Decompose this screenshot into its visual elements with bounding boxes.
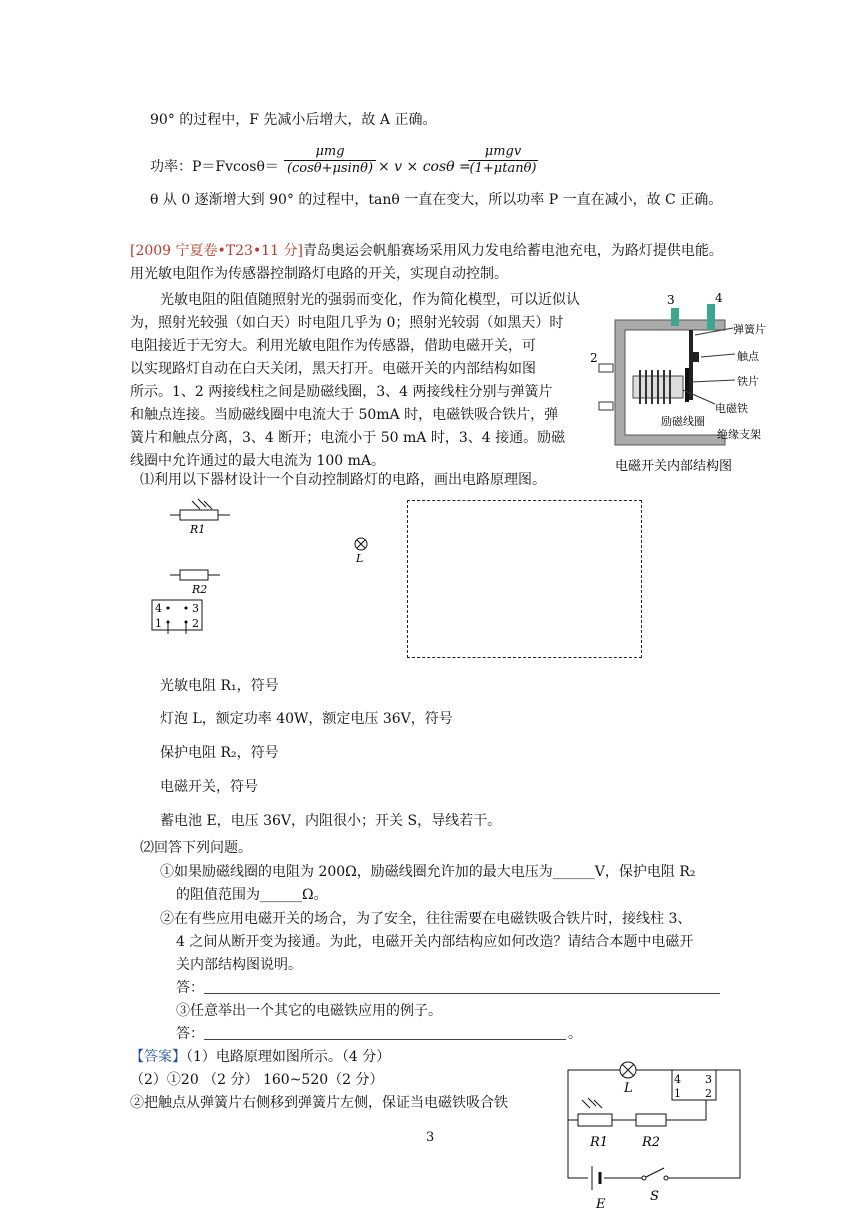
- contact-point: [693, 352, 699, 362]
- iron-plate: [685, 368, 689, 402]
- circuit-r2: [636, 1114, 666, 1126]
- svg-text:1: 1: [674, 1087, 681, 1100]
- terminal-4: [707, 304, 715, 330]
- terminal-1: [599, 402, 613, 410]
- question-2-2-line3: 关内部结构图说明。: [176, 957, 302, 973]
- svg-text:4: 4: [155, 602, 162, 615]
- answer-label-2-3: 答：: [176, 1026, 204, 1042]
- problem-para-line8: 线圈中允许通过的最大电流为 100 mA。: [130, 453, 386, 469]
- label-spring-plate: 弹簧片: [733, 323, 766, 336]
- symbol-r1: [170, 495, 230, 535]
- label-frame: 绝缘支架: [717, 428, 761, 441]
- problem-para-line3: 电阻接近于无穷大。利用光敏电阻作为传感器，借助电磁开关，可: [130, 338, 536, 354]
- answer-label: 【答案】: [130, 1049, 186, 1065]
- answer-circuit-diagram: [560, 1050, 750, 1212]
- problem-intro-line1: [2009 宁夏卷•T23•11 分]青岛奥运会帆船赛场采用风力发电给蓄电池充电，为路灯提供电能。: [130, 243, 723, 259]
- drawing-area[interactable]: [407, 500, 642, 658]
- question-1: ⑴利用以下器材设计一个自动控制路灯的电路，画出电路原理图。: [140, 472, 546, 488]
- leader-iron: [691, 380, 735, 382]
- power-fraction-2: [468, 144, 538, 177]
- prev-line1: 90° 的过程中，F 先减小后增大，故 A 正确。: [150, 112, 437, 128]
- question-2-1-line1: ①如果励磁线圈的电阻为 200Ω，励磁线圈允许加的最大电压为______V，保护电阻 R₂: [160, 864, 696, 880]
- svg-text:2: 2: [192, 617, 199, 630]
- fraction-2-denominator: (1+μtanθ): [469, 161, 537, 176]
- terminal-3-label: 3: [667, 293, 675, 307]
- circuit-lamp-label: L: [624, 1081, 633, 1096]
- label-iron-plate: 铁片: [737, 375, 759, 388]
- problem-intro-line2: 用光敏电阻作为传感器控制路灯电路的开关，实现自动控制。: [130, 266, 508, 282]
- material-em-switch: 电磁开关，符号: [160, 779, 258, 795]
- problem-para-line5: 所示。1、2 两接线柱之间是励磁线圈，3、4 两接线柱分别与弹簧片: [130, 384, 553, 400]
- symbol-r2: [170, 565, 230, 595]
- r2-label: R2: [192, 583, 208, 595]
- circuit-r1-label: R1: [590, 1135, 609, 1150]
- question-2: ⑵回答下列问题。: [140, 840, 252, 856]
- answer-end-period: 。: [568, 1026, 582, 1042]
- question-2-1-line2: 的阻值范围为______Ω。: [176, 887, 328, 903]
- fraction-1-numerator: μmg: [315, 144, 345, 159]
- circuit-switch-label: S: [650, 1189, 659, 1204]
- answer-line2: （2）①20 （2 分） 160~520（2 分）: [130, 1072, 384, 1088]
- circuit-battery-label: E: [596, 1197, 606, 1212]
- answer-line-2-3[interactable]: [204, 1039, 566, 1040]
- answer-label-2-2: 答：: [176, 980, 204, 996]
- circuit-r1: [578, 1114, 612, 1126]
- svg-text:1: 1: [155, 617, 162, 630]
- terminal-2: [599, 364, 613, 372]
- material-battery: 蓄电池 E，电压 36V，内阻很小；开关 S，导线若干。: [160, 813, 502, 829]
- symbol-em-switch: [150, 596, 206, 636]
- page-number: 3: [426, 1130, 435, 1145]
- material-r1: 光敏电阻 R₁，符号: [160, 678, 279, 694]
- svg-text:3: 3: [705, 1073, 712, 1086]
- svg-text:2: 2: [705, 1087, 712, 1100]
- answer-line3: ②把触点从弹簧片右侧移到弹簧片左侧，保证当电磁铁吸合铁: [130, 1095, 508, 1111]
- lamp-label: L: [356, 552, 364, 565]
- label-electromagnet: 电磁铁: [715, 402, 748, 415]
- answer-line-2-2[interactable]: [204, 993, 720, 994]
- question-2-2-line1: ②在有些应用电磁开关的场合，为了安全，往往需要在电磁铁吸合铁片时，接线柱 3、: [160, 911, 692, 927]
- fraction-2-numerator: μmgv: [484, 144, 522, 159]
- power-formula-lhs: 功率：P＝Fvcosθ＝: [150, 159, 279, 175]
- problem-para-line1: 光敏电阻的阻值随照射光的强弱而变化，作为简化模型，可以近似认: [160, 292, 580, 308]
- question-2-3: ③任意举出一个其它的电磁铁应用的例子。: [176, 1003, 442, 1019]
- svg-text:3: 3: [192, 602, 199, 615]
- question-2-2-line2: 4 之间从断开变为接通。为此，电磁开关内部结构应如何改造？请结合本题中电磁开: [176, 934, 694, 950]
- label-coil: 励磁线圈: [661, 415, 705, 428]
- fraction-1-denominator: (cosθ+μsinθ): [284, 160, 376, 177]
- terminal-4-label: 4: [715, 291, 723, 305]
- circuit-r2-label: R2: [642, 1135, 661, 1150]
- svg-text:4: 4: [674, 1073, 681, 1086]
- answer-line1: 【答案】（1）电路原理如图所示。（4 分）: [130, 1049, 391, 1065]
- problem-para-line6: 和触点连接。当励磁线圈中电流大于 50mA 时，电磁铁吸合铁片，弹: [130, 407, 559, 423]
- switch-structure-figure: [585, 290, 795, 490]
- material-lamp: 灯泡 L，额定功率 40W，额定电压 36V，符号: [160, 711, 453, 727]
- problem-para-line7: 簧片和触点分离，3、4 断开；电流小于 50 mA 时，3、4 接通。励磁: [130, 430, 566, 446]
- problem-para-line4: 以实现路灯自动在白天关闭，黑天打开。电磁开关的内部结构如图: [130, 361, 536, 377]
- label-contact: 触点: [737, 350, 759, 363]
- r1-label: R1: [190, 523, 206, 535]
- problem-para-line2: 为，照射光较强（如白天）时电阻几乎为 0；照射光较弱（如黑天）时: [130, 315, 564, 331]
- prev-line3: θ 从 0 逐渐增大到 90° 的过程中，tanθ 一直在变大，所以功率 P 一直在减小，故 C 正确。: [150, 192, 723, 208]
- problem-source: [2009 宁夏卷•T23•11 分]: [130, 243, 303, 259]
- figure-caption: 电磁开关内部结构图: [615, 459, 733, 474]
- material-r2: 保护电阻 R₂，符号: [160, 745, 279, 761]
- symbol-lamp: [350, 534, 372, 566]
- spring-plate: [689, 330, 693, 400]
- leader-contact: [701, 354, 735, 357]
- times-v-text: × v × cosθ =: [378, 159, 471, 175]
- terminal-3: [671, 308, 679, 326]
- terminal-2-label: 2: [590, 351, 598, 365]
- power-fraction-1: [284, 144, 376, 177]
